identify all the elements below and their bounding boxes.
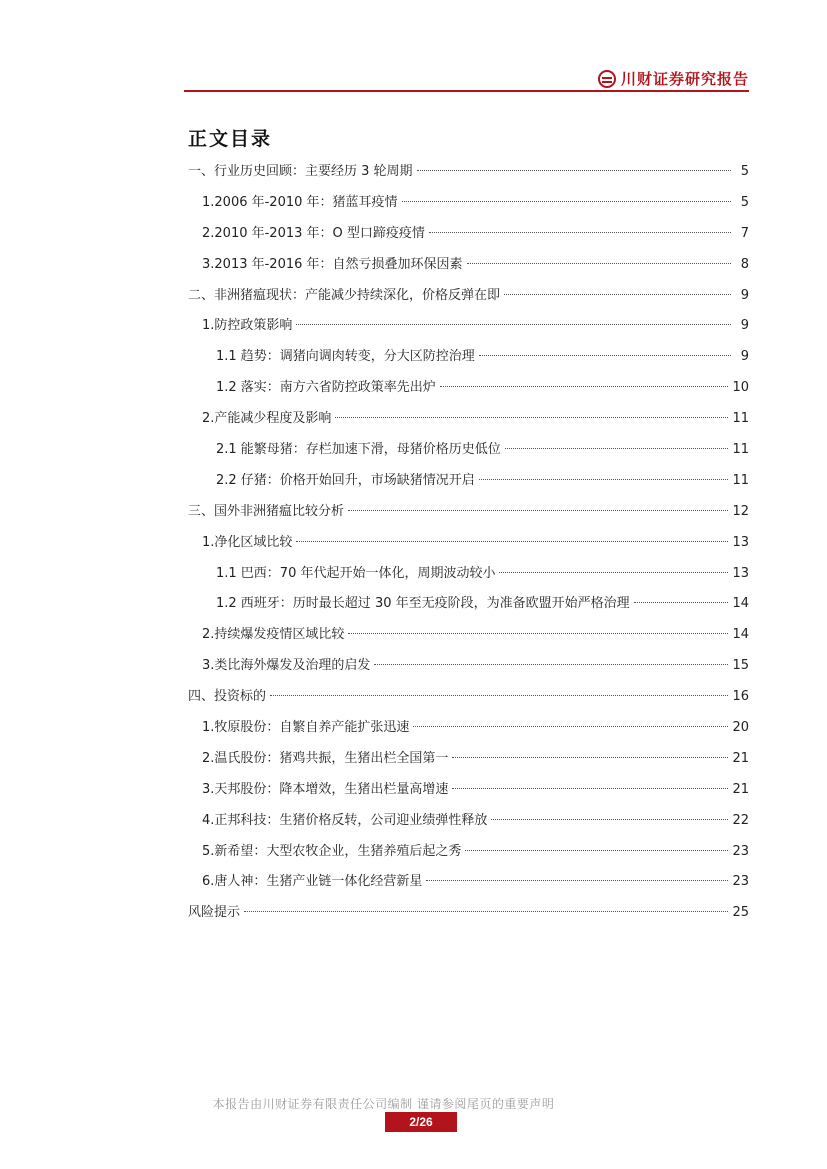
toc-entry[interactable] xyxy=(188,500,749,531)
toc-dot-leader xyxy=(417,170,731,171)
toc-entry-title: 四、投资标的 xyxy=(188,689,267,705)
toc-entry-page: 13 xyxy=(732,565,749,581)
toc-entry-page: 11 xyxy=(732,411,749,427)
toc-entry[interactable] xyxy=(188,654,749,685)
toc-entry-title: 3.类比海外爆发及治理的启发 xyxy=(202,658,371,674)
toc-entry[interactable] xyxy=(188,562,749,593)
toc-entry-title: 风险提示 xyxy=(188,905,241,921)
toc-entry[interactable] xyxy=(188,870,749,901)
toc-entry-title: 4.正邦科技：生猪价格反转，公司迎业绩弹性释放 xyxy=(202,812,488,828)
toc-entry-title: 1.净化区域比较 xyxy=(202,534,293,550)
toc-entry-page: 7 xyxy=(740,225,749,241)
toc-entry[interactable] xyxy=(188,778,749,809)
toc-entry[interactable] xyxy=(188,222,749,253)
page-number-badge: 2/26 xyxy=(385,1112,457,1132)
toc-entry-page: 12 xyxy=(732,503,749,519)
toc-dot-leader xyxy=(634,602,729,603)
toc-dot-leader xyxy=(499,572,728,573)
toc-entry-title: 一、行业历史回顾：主要经历 3 轮周期 xyxy=(188,164,413,179)
toc-entry-page: 5 xyxy=(740,194,749,210)
toc-entry-title: 3.2013 年-2016 年：自然亏损叠加环保因素 xyxy=(202,256,463,272)
toc-title: 正文目录 xyxy=(188,128,273,150)
toc-entry-page: 21 xyxy=(732,781,749,797)
toc-dot-leader xyxy=(452,757,728,758)
toc-entry-page: 9 xyxy=(740,349,749,365)
toc-dot-leader xyxy=(374,664,728,665)
toc-entry-title: 1.2 西班牙：历时最长超过 30 年至无疫阶段，为准备欧盟开始严格治理 xyxy=(216,596,630,612)
header-divider xyxy=(184,90,749,92)
toc-entry[interactable] xyxy=(188,191,749,222)
toc-entry[interactable] xyxy=(188,747,749,778)
toc-entry-title: 2.2 仔猪：价格开始回升，市场缺猪情况开启 xyxy=(216,472,475,488)
toc-entry[interactable] xyxy=(188,840,749,871)
toc-dot-leader xyxy=(491,819,728,820)
table-of-contents xyxy=(188,160,749,932)
toc-entry-title: 5.新希望：大型农牧企业，生猪养殖后起之秀 xyxy=(202,843,462,859)
toc-entry-page: 13 xyxy=(732,534,749,550)
toc-entry-page: 23 xyxy=(732,843,749,859)
toc-entry-page: 9 xyxy=(740,287,749,303)
toc-entry-page: 9 xyxy=(740,318,749,334)
toc-dot-leader xyxy=(402,201,731,202)
toc-entry-title: 2.温氏股份：猪鸡共振，生猪出栏全国第一 xyxy=(202,750,449,766)
toc-entry-title: 3.天邦股份：降本增效，生猪出栏量高增速 xyxy=(202,781,449,797)
toc-dot-leader xyxy=(479,479,729,480)
toc-dot-leader xyxy=(505,448,729,449)
header-brand xyxy=(598,68,749,89)
toc-entry[interactable] xyxy=(188,809,749,840)
toc-entry-page: 11 xyxy=(732,442,749,458)
toc-entry-page: 22 xyxy=(732,812,749,828)
toc-entry-title: 2.产能减少程度及影响 xyxy=(202,411,332,427)
chuancai-logo-icon xyxy=(598,70,616,88)
toc-entry[interactable] xyxy=(188,407,749,438)
toc-dot-leader xyxy=(440,386,729,387)
toc-entry-page: 20 xyxy=(732,720,749,736)
toc-entry-page: 21 xyxy=(732,750,749,766)
toc-dot-leader xyxy=(429,232,731,233)
toc-entry[interactable] xyxy=(188,716,749,747)
toc-entry-title: 1.牧原股份：自繁自养产能扩张迅速 xyxy=(202,720,410,736)
toc-dot-leader xyxy=(348,510,728,511)
toc-entry-title: 1.1 巴西：70 年代起开始一体化，周期波动较小 xyxy=(216,565,496,581)
toc-entry[interactable] xyxy=(188,531,749,562)
footer-statement: 本报告由川财证券有限责任公司编制 谨请参阅尾页的重要声明 xyxy=(212,1097,555,1111)
toc-entry-title: 1.2 落实：南方六省防控政策率先出炉 xyxy=(216,380,436,396)
toc-dot-leader xyxy=(270,695,728,696)
toc-entry-page: 25 xyxy=(732,905,749,921)
toc-entry[interactable] xyxy=(188,160,749,191)
toc-dot-leader xyxy=(296,324,731,325)
toc-entry-title: 1.2006 年-2010 年：猪蓝耳疫情 xyxy=(202,194,398,210)
toc-entry-title: 三、国外非洲猪瘟比较分析 xyxy=(188,503,345,519)
toc-entry-page: 14 xyxy=(732,596,749,612)
toc-dot-leader xyxy=(335,417,728,418)
toc-entry[interactable] xyxy=(188,592,749,623)
toc-entry[interactable] xyxy=(188,284,749,315)
toc-dot-leader xyxy=(504,294,731,295)
toc-entry-title: 6.唐人神：生猪产业链一体化经营新星 xyxy=(202,874,423,890)
toc-entry[interactable] xyxy=(188,901,749,932)
toc-entry[interactable] xyxy=(188,314,749,345)
toc-entry-page: 5 xyxy=(740,164,749,179)
toc-entry-page: 16 xyxy=(732,689,749,705)
toc-entry-title: 1.1 趋势：调猪向调肉转变，分大区防控治理 xyxy=(216,349,475,365)
toc-entry-page: 14 xyxy=(732,627,749,643)
toc-entry[interactable] xyxy=(188,623,749,654)
toc-dot-leader xyxy=(479,355,731,356)
toc-entry-title: 2.2010 年-2013 年：O 型口蹄疫疫情 xyxy=(202,225,425,241)
toc-entry[interactable] xyxy=(188,345,749,376)
toc-entry-title: 2.1 能繁母猪：存栏加速下滑，母猪价格历史低位 xyxy=(216,442,501,458)
toc-entry[interactable] xyxy=(188,376,749,407)
toc-entry-title: 1.防控政策影响 xyxy=(202,318,293,334)
toc-dot-leader xyxy=(452,788,728,789)
toc-dot-leader xyxy=(244,911,728,912)
toc-entry[interactable] xyxy=(188,469,749,500)
toc-entry-page: 15 xyxy=(732,658,749,674)
toc-dot-leader xyxy=(465,850,728,851)
toc-entry-title: 2.持续爆发疫情区域比较 xyxy=(202,627,345,643)
toc-entry-page: 11 xyxy=(732,472,749,488)
toc-dot-leader xyxy=(348,633,728,634)
toc-dot-leader xyxy=(426,880,728,881)
toc-entry-page: 23 xyxy=(732,874,749,890)
toc-dot-leader xyxy=(467,263,731,264)
toc-entry-page: 10 xyxy=(732,380,749,396)
toc-entry-page: 8 xyxy=(740,256,749,272)
toc-dot-leader xyxy=(296,541,728,542)
toc-dot-leader xyxy=(413,726,728,727)
brand-title: 川财证券研究报告 xyxy=(620,70,749,88)
toc-entry[interactable] xyxy=(188,253,749,284)
toc-entry[interactable] xyxy=(188,685,749,716)
toc-entry-title: 二、非洲猪瘟现状：产能减少持续深化，价格反弹在即 xyxy=(188,287,501,303)
toc-entry[interactable] xyxy=(188,438,749,469)
